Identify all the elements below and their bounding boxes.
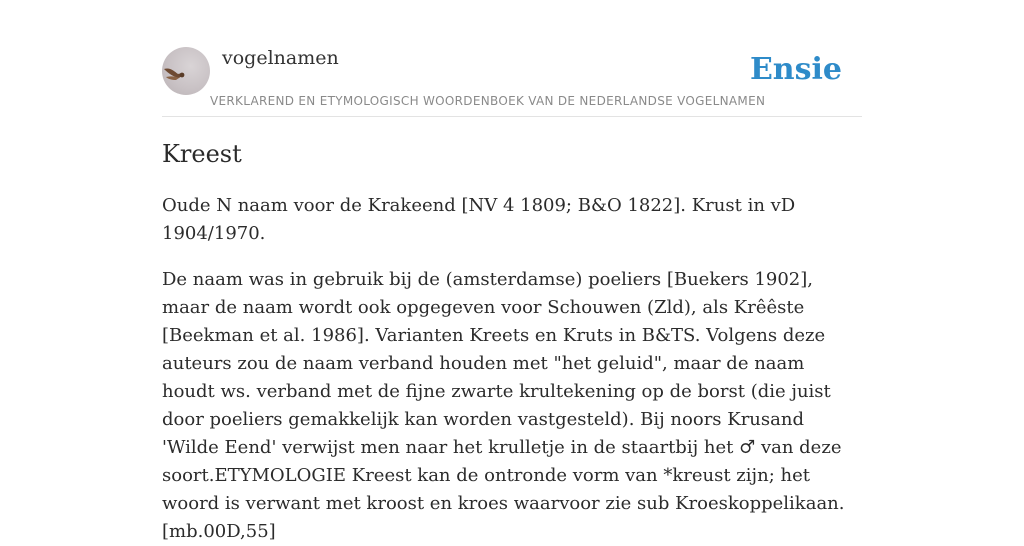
- article: [162, 138, 862, 546]
- brand-logo[interactable]: Ensie: [749, 52, 842, 87]
- article-paragraph: De naam was in gebruik bij de (amsterdamse) poeliers [Buekers 1902], maar de naam wordt ook opgegeven voor Schouwen (Zld), als Krêêste [Beekman et al. 1986]. Varianten Kreets en Kruts in B&TS. Volgens deze auteurs zou de naam verband houden met "het geluid", maar de naam houdt ws. verband met de fijne zwarte krultekening op de borst (die juist door poeliers gemakkelijk kan worden vastgesteld). Bij noors Krusand 'Wilde Eend' verwijst men naar het krulletje in de staartbij het ♂ van deze soort.ETYMOLOGIE Kreest kan de ontronde vorm van *kreust zijn; het woord is verwant met kroost en kroes waarvoor zie sub Kroeskoppelikaan. [mb.00D,55]: [162, 269, 845, 542]
- bird-in-flight-icon[interactable]: [162, 47, 210, 95]
- site-header: [162, 46, 862, 117]
- page-title: Kreest: [162, 140, 242, 168]
- site-subtitle: VERKLAREND EN ETYMOLOGISCH WOORDENBOEK VAN DE NEDERLANDSE VOGELNAMEN: [210, 94, 766, 108]
- article-paragraph: Oude N naam voor de Krakeend [NV 4 1809; B&O 1822]. Krust in vD 1904/1970.: [162, 195, 796, 244]
- site-name[interactable]: vogelnamen: [222, 47, 339, 69]
